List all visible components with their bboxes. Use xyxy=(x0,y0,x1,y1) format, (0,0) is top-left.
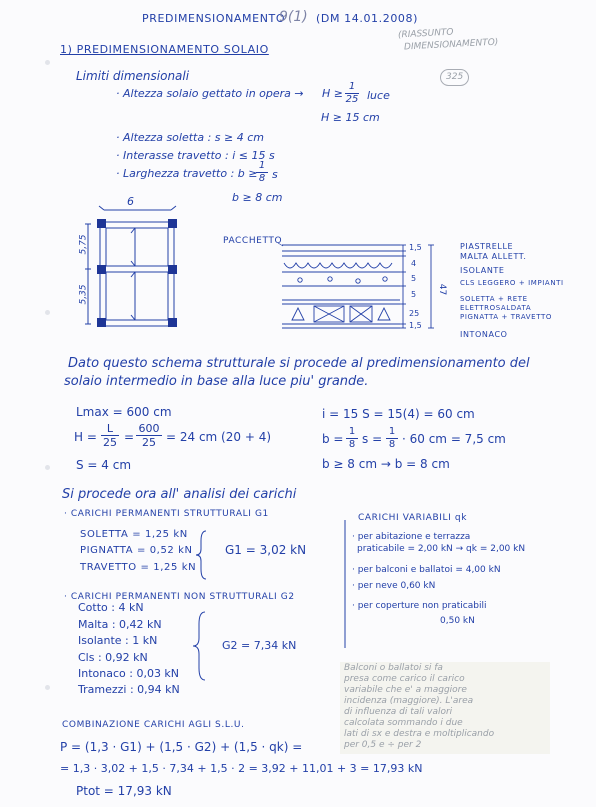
variable-load-item: praticabile = 2,00 kN → qk = 2,00 kN xyxy=(357,544,526,554)
loads-title: Si procede ora all' analisi dei carichi xyxy=(62,487,297,502)
b-final: b ≥ 8 cm → b = 8 cm xyxy=(322,457,450,471)
layer-label: MALTA ALLETT. xyxy=(460,252,527,261)
combination-expansion: = 1,3 · 3,02 + 1,5 · 7,34 + 1,5 · 2 = 3,92 + 11,01 + 3 = 17,93 kN xyxy=(60,762,423,775)
norm-reference: (DM 14.01.2008) xyxy=(316,12,419,25)
plan-top-dimension: 6 xyxy=(127,195,134,208)
height-formula-prefix: H ≥ xyxy=(322,87,343,100)
slab-thickness-label: · Altezza soletta : s ≥ 4 cm xyxy=(116,131,264,144)
intro-line-1: Dato questo schema strutturale si procede al predimensionamento del xyxy=(68,356,530,371)
limits-title: Limiti dimensionali xyxy=(76,69,190,83)
g2-total: G2 = 7,34 kN xyxy=(222,639,297,652)
g1-item: PIGNATTA = 0,52 kN xyxy=(80,545,193,556)
fraction-denominator: 8 xyxy=(348,439,356,450)
pencil-note xyxy=(340,662,550,754)
layer-label: SOLETTA + RETE ELETTROSALDATA xyxy=(460,295,532,312)
pencil-note-line: per 0,5 e ÷ per 2 xyxy=(344,740,422,750)
width-label-suffix: s xyxy=(272,168,278,181)
circled-number: 325 xyxy=(440,69,469,86)
h-result: = 24 cm (20 + 4) xyxy=(166,430,272,444)
g2-item: Malta : 0,42 kN xyxy=(78,618,162,631)
height-formula-suffix: luce xyxy=(367,89,390,102)
layer-label: PIASTRELLE xyxy=(460,242,514,251)
h-prefix: H = xyxy=(74,430,97,444)
section-dim: 1,5 xyxy=(409,243,422,252)
pencil-note-line: Balconi o ballatoi si fa xyxy=(344,663,443,673)
g1-total: G1 = 3,02 kN xyxy=(225,543,307,557)
fraction-numerator: 600 xyxy=(138,422,160,435)
side-note-line-2: DIMENSIONAMENTO) xyxy=(403,37,499,53)
section-dim: 4 xyxy=(411,259,417,268)
plan-columns xyxy=(97,219,177,327)
section-label: PACCHETTO xyxy=(223,236,283,246)
g1-item: TRAVETTO = 1,25 kN xyxy=(80,562,197,573)
b-fraction-2 xyxy=(386,427,398,450)
g1-title: · CARICHI PERMANENTI STRUTTURALI G1 xyxy=(64,509,269,519)
h-fraction-1 xyxy=(101,423,119,448)
h-equals: = xyxy=(124,430,135,444)
fraction-numerator: L xyxy=(106,422,114,435)
layer-label: PIGNATTA + TRAVETTO xyxy=(460,313,552,321)
fraction-denominator: 25 xyxy=(142,436,156,449)
g1-item: SOLETTA = 1,25 kN xyxy=(80,529,188,540)
section-dim: 5 xyxy=(411,290,417,299)
joist-width-label: · Larghezza travetto : b ≥ xyxy=(116,167,258,180)
g2-title: · CARICHI PERMANENTI NON STRUTTURALI G2 xyxy=(64,592,295,602)
g2-item: Tramezzi : 0,94 kN xyxy=(78,683,180,696)
b-prefix: b = xyxy=(322,432,344,446)
section-total: 47 xyxy=(437,283,448,296)
fraction-numerator: 1 xyxy=(348,81,356,92)
pencil-note-line: di influenza di tali valori xyxy=(344,707,453,717)
fraction-numerator: 1 xyxy=(258,160,266,171)
combination-formula: P = (1,3 · G1) + (1,5 · G2) + (1,5 · qk) = xyxy=(60,740,303,754)
layer-label: INTONACO xyxy=(460,330,508,339)
fraction-denominator: 25 xyxy=(103,436,117,449)
plan-left-dimension-top: 5,75 xyxy=(78,234,89,255)
layer-label: ISOLANTE xyxy=(460,266,505,275)
pencil-note-line: variabile che e' a maggiore xyxy=(344,685,467,695)
section-dim: 25 xyxy=(409,309,420,318)
page-title: PREDIMENSIONAMENTO xyxy=(142,12,286,25)
b-fraction-1 xyxy=(346,427,358,450)
variable-load-item: · per neve 0,60 kN xyxy=(352,581,436,591)
section-dim: 1,5 xyxy=(409,321,422,330)
g2-item: Cotto : 4 kN xyxy=(78,601,144,614)
h-fraction-2 xyxy=(136,423,162,448)
variable-loads-title: CARICHI VARIABILI qk xyxy=(358,513,468,523)
variable-load-item: · per balconi e ballatoi = 4,00 kN xyxy=(352,565,501,575)
b-mid: s = xyxy=(362,432,383,446)
width-min: b ≥ 8 cm xyxy=(232,191,283,204)
section-dim: 5 xyxy=(411,274,417,283)
combination-total: Ptot = 17,93 kN xyxy=(76,784,172,798)
pencil-note-line: incidenza (maggiore). L'area xyxy=(344,696,474,706)
g2-item: Intonaco : 0,03 kN xyxy=(78,667,180,680)
fraction-denominator: 25 xyxy=(345,94,359,105)
variable-load-item: · per coperture non praticabili xyxy=(352,601,487,611)
s-value: S = 4 cm xyxy=(76,458,132,472)
layer-label: CLS LEGGERO + IMPIANTI xyxy=(460,279,564,287)
pencil-note-line: lati di sx e destra e moltiplicando xyxy=(344,729,495,739)
plan-left-dimension-bottom: 5,35 xyxy=(78,284,89,305)
g2-item: Isolante : 1 kN xyxy=(78,634,158,647)
height-label: · Altezza solaio gettato in opera → xyxy=(116,87,304,100)
lmax-value: Lmax = 600 cm xyxy=(76,405,172,419)
pencil-note-line: calcolata sommando i due xyxy=(344,718,463,728)
fraction-numerator: 1 xyxy=(388,426,396,437)
combination-title: COMBINAZIONE CARICHI AGLI S.L.U. xyxy=(62,720,245,730)
b-result: · 60 cm = 7,5 cm xyxy=(402,432,506,446)
handwritten-code: 9(1) xyxy=(279,9,308,25)
i-value: i = 15 S = 15(4) = 60 cm xyxy=(322,407,475,421)
fraction-denominator: 8 xyxy=(388,439,396,450)
pencil-note-line: presa come carico il carico xyxy=(344,674,465,684)
section-title: 1) PREDIMENSIONAMENTO SOLAIO xyxy=(60,43,269,56)
joist-spacing-label: · Interasse travetto : i ≤ 15 s xyxy=(116,149,275,162)
side-note-line-1: (RIASSUNTO xyxy=(397,27,454,41)
height-min: H ≥ 15 cm xyxy=(321,111,380,124)
fraction-numerator: 1 xyxy=(348,426,356,437)
variable-load-item: 0,50 kN xyxy=(440,616,475,626)
fraction-denominator: 8 xyxy=(258,173,266,184)
variable-load-item: · per abitazione e terrazza xyxy=(352,532,471,542)
g2-item: Cls : 0,92 kN xyxy=(78,651,148,664)
intro-line-2: solaio intermedio in base alla luce piu' grande. xyxy=(64,374,369,389)
